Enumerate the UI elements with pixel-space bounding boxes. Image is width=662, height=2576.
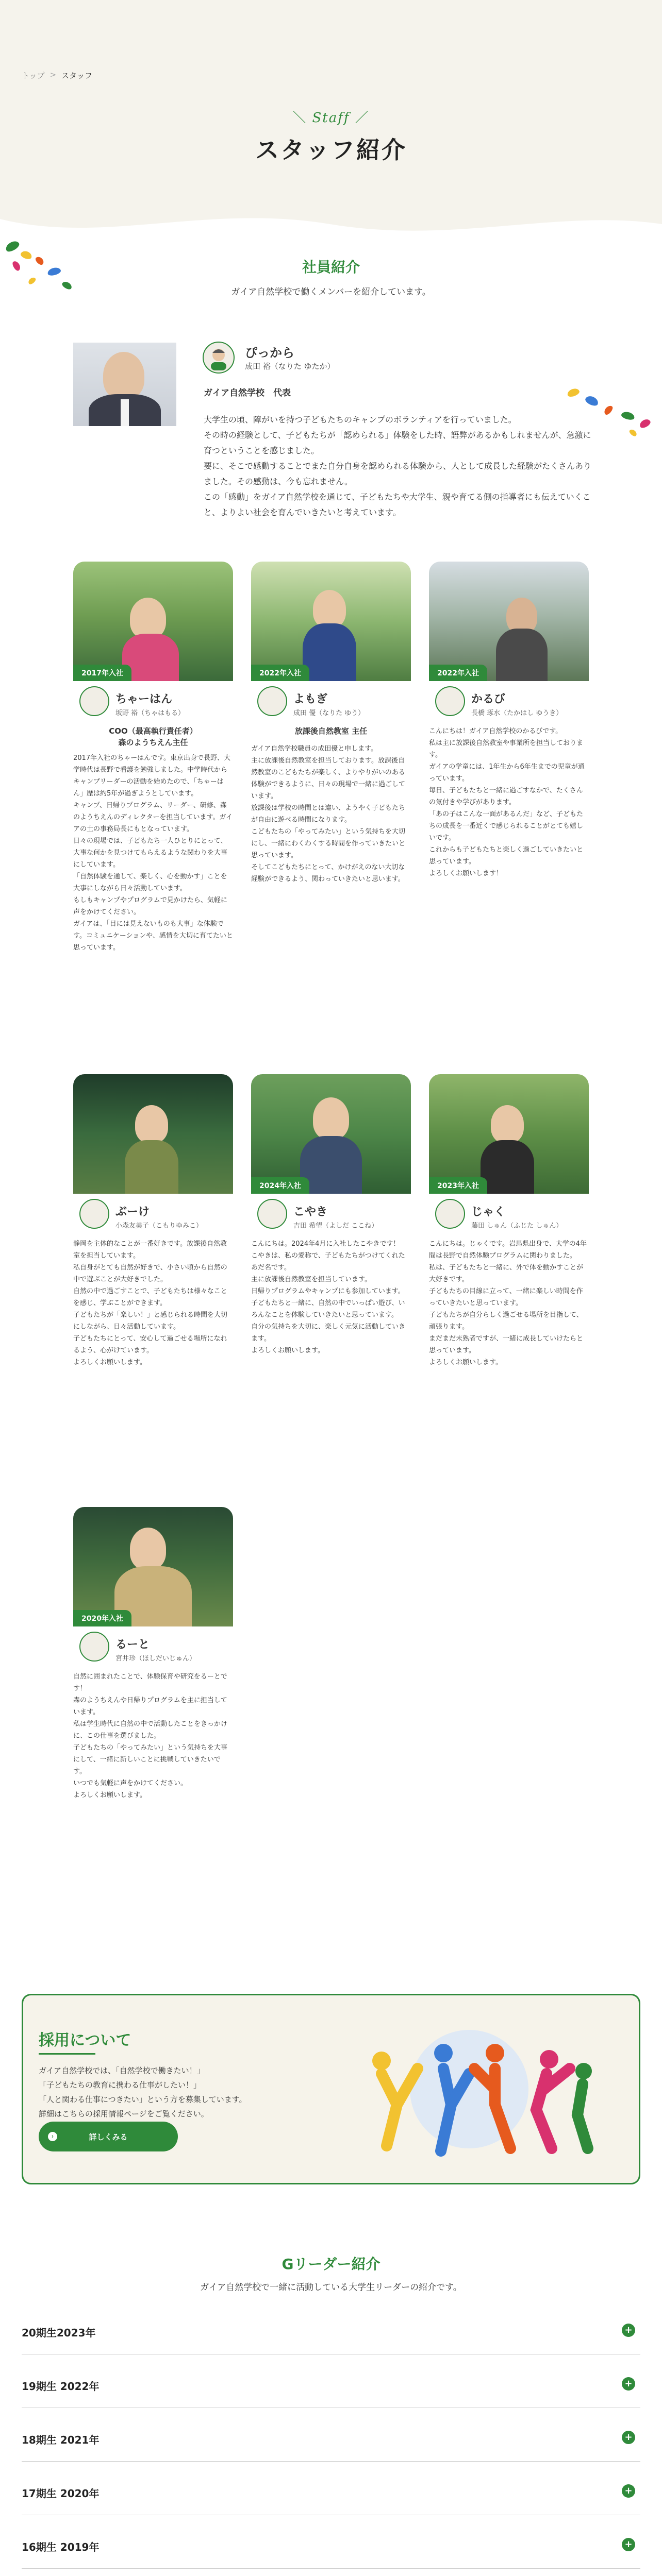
gleader-subtitle: ガイア自然学校で一緒に活動している大学生リーダーの紹介です。 xyxy=(200,2282,462,2293)
staff-year-badge: 2022年入社 xyxy=(429,665,487,681)
plus-icon[interactable]: + xyxy=(622,2324,635,2337)
gleader-accordion-item[interactable] xyxy=(22,2361,640,2408)
staff-name: 成田 優（なりた ゆう） xyxy=(293,709,365,717)
gleader-accordion-item[interactable] xyxy=(22,2468,640,2515)
ceo-role: ガイア自然学校 代表 xyxy=(204,388,291,398)
recruit-underline xyxy=(39,2053,95,2055)
accordion-label: 17期生 2020年 xyxy=(22,2487,100,2500)
breadcrumb-separator: > xyxy=(49,70,57,79)
hero-wave xyxy=(0,204,662,250)
staff-body: 2017年入社のちゃーはんです。東京出身で長野、大学時代は長野で看護を勉強しました。中学時代からキャンプリーダーの活動を始めたので、「ちゃーはん」歴は約5年が過ぎようとしています。 キャンプ、日帰りプログラム、リーダー、研修、森のようちえんのディレクターを担当しています。ガイアの土の事務局長にもとなっています。 日々の現場では、子どもたち一人ひとりにとって、大事な何かを見つけてもらえるような関わりを大事にしています。 「自然体験を通して、楽しく、心を動かす」ことを大事にしながら日々活動しています。 もしもキャンプやプログラムで見かけたら、気軽に声をかけてください。 ガイアは、「目には見えないものも大事」な体験です。コミュニケーションや、感情を大切に育てたいと思っています。 xyxy=(73,754,233,952)
staff-photo xyxy=(73,1507,233,1626)
staff-avatar xyxy=(257,1199,287,1229)
staff-year-badge: 2022年入社 xyxy=(251,665,309,681)
staff-name: 小森友美子（こもりゆみこ） xyxy=(115,1222,203,1230)
gleader-accordion-item[interactable] xyxy=(22,2414,640,2462)
breadcrumb-current: スタッフ xyxy=(61,71,93,80)
staff-role: 放課後自然教室 主任 xyxy=(294,726,368,736)
staff-nickname: こやき xyxy=(293,1206,328,1218)
staff-card xyxy=(73,562,233,952)
staff-year-badge: 2017年入社 xyxy=(73,665,131,681)
ceo-avatar xyxy=(203,342,235,374)
staff-body: ガイア自然学校職員の成田優と申します。 主に放課後自然教室を担当しております。放課後自然教室のこどもたちが楽しく、よりやりがいのある体験ができるように、日々の現場で一緒に過ごしています。 放課後は学校の時間とは違い、ようやく子どもたちが自由に遊べる時間になります。 こどもたちの「やってみたい」という気持ちを大切にし、一緒にわくわくする時間を作っていきたいと思っています。 そしてこどもたちにとって、かけがえのない大切な経験ができるよう、関わっていきたいと思います。 xyxy=(251,745,406,883)
staff-card xyxy=(251,1074,411,1354)
staff-photo xyxy=(251,1074,411,1194)
staff-photo xyxy=(429,562,589,681)
breadcrumb xyxy=(22,70,92,81)
ceo-nickname: ぴっから xyxy=(245,346,294,360)
arrow-right-icon: › xyxy=(48,2132,57,2141)
gleader-accordion-item[interactable] xyxy=(22,2307,640,2354)
staff-card xyxy=(429,562,589,877)
staff-nickname: るーと xyxy=(115,1638,150,1651)
staff-avatar xyxy=(435,1199,465,1229)
ceo-photo xyxy=(73,343,176,426)
staff-name: 長橋 琢水（たかはし ゆうき） xyxy=(471,709,563,717)
staff-card xyxy=(251,562,411,883)
staff-role: COO（最高執行責任者） 森のようちえん主任 xyxy=(109,726,197,747)
staff-body: こんにちは。じゃくです。岩馬県出身で、大学の4年間は長野で自然体験プログラムに関わりました。 私は、子どもたちと一緒に、外で体を動かすことが大好きです。 子どもたちの目線に立って、一緒に楽しい時間を作っていきたいと思っています。 子どもたちが自分らしく過ごせる場所を目指して、頑張ります。 まだまだ未熟者ですが、一緒に成長していけたらと思っています。 よろしくお願いします。 xyxy=(429,1240,587,1366)
staff-avatar xyxy=(79,1632,109,1662)
staff-year-badge: 2024年入社 xyxy=(251,1177,309,1194)
recruit-more-button[interactable] xyxy=(39,2122,178,2151)
staff-photo xyxy=(429,1074,589,1194)
accordion-label: 16期生 2019年 xyxy=(22,2541,100,2553)
staff-body: こんにちは！ガイア自然学校のかるびです。 私は主に放課後自然教室や事業所を担当しております。 ガイアの学童には、1年生から6年生までの児童が通っています。 毎日、子どもたちと一緒に過ごすなかで、たくさんの気付きや学びがあります。 「あの子はこんな一面があるんだ」など、子どもたちの成長を一番近くで感じられることがとても嬉しいです。 これからも子どもたちと楽しく過ごしていきたいと思っています。 よろしくお願いします！ xyxy=(429,727,585,877)
plus-icon[interactable]: + xyxy=(622,2431,635,2444)
recruit-more-label: 詳しくみる xyxy=(89,2132,128,2142)
staff-name: 吉田 希望（よしだ ここね） xyxy=(293,1222,378,1230)
staff-nickname: ちゃーはん xyxy=(115,693,173,706)
confetti-decoration xyxy=(621,411,636,421)
people-illustration xyxy=(340,2012,608,2166)
gleader-title: Gリーダー紹介 xyxy=(282,2256,380,2273)
page-title: スタッフ紹介 xyxy=(255,136,407,164)
staff-body: 静岡を主体的なことが一番好きです。放課後自然教室を担当しています。 私自身がとても自然が好きで、小さい頃から自然の中で遊ぶことが大好きでした。 自然の中で過ごすことで、子どもたちは様々なことを感じ、学ぶことができます。 子どもたちが「楽しい！」と感じられる時間を大切にしながら、日々活動しています。 子どもたちにとって、安心して過ごせる場所になれるよう、心がけています。 よろしくお願いします。 xyxy=(73,1240,228,1366)
staff-photo xyxy=(251,562,411,681)
gleader-accordion-item[interactable] xyxy=(22,2521,640,2569)
staff-card xyxy=(429,1074,589,1366)
ceo-body: 大学生の頃、障がいを持つ子どもたちのキャンプのボランティアを行っていました。 その時の経験として、子どもたちが「認められる」体験をした時、語弊があるかもしれませんが、急激に育つということを感じました。 要に、そこで感動することでまた自分自身を認められる体験から、人として成長した経験がたくさんありました。その感動は、今も忘れません。 この「感動」をガイア自然学校を通じて、子どもたちや大学生、親や育てる側の指導者にも伝えていくこと、よりよい社会を育んでいきたいと考えています。 xyxy=(204,415,592,517)
plus-icon[interactable]: + xyxy=(622,2377,635,2391)
staff-year-badge: 2020年入社 xyxy=(73,1610,131,1626)
employees-title: 社員紹介 xyxy=(302,259,360,276)
confetti-decoration xyxy=(638,417,652,429)
confetti-decoration xyxy=(628,428,638,437)
staff-avatar xyxy=(79,1199,109,1229)
accordion-label: 20期生2023年 xyxy=(22,2327,96,2339)
staff-name: 藤田 しゅん（ふじた しゅん） xyxy=(471,1222,563,1230)
staff-card xyxy=(73,1507,233,1799)
staff-name: 宮井珍（ほしだいじゅん） xyxy=(115,1655,196,1663)
staff-body: 自然に囲まれたことで、体験保育や研究をるーとです！ 森のようちえんや日帰りプログラムを主に担当しています。 私は学生時代に自然の中で活動したことをきっかけに、この仕事を選びました。 子どもたちの「やってみたい」という気持ちを大事にして、一緒に新しいことに挑戦していきたいです。 いつでも気軽に声をかけてください。 よろしくお願いします。 xyxy=(73,1673,228,1799)
staff-photo xyxy=(73,562,233,681)
staff-photo xyxy=(73,1074,233,1194)
staff-avatar xyxy=(435,686,465,716)
breadcrumb-home[interactable]: トップ xyxy=(22,71,45,80)
confetti-decoration xyxy=(603,404,614,416)
hero-en-title: ＼ Staff ／ xyxy=(292,110,370,126)
staff-nickname: かるび xyxy=(471,693,506,706)
plus-icon[interactable]: + xyxy=(622,2484,635,2498)
accordion-label: 19期生 2022年 xyxy=(22,2380,100,2393)
recruit-title: 採用について xyxy=(39,2031,131,2049)
staff-card xyxy=(73,1074,233,1366)
staff-year-badge: 2023年入社 xyxy=(429,1177,487,1194)
staff-body: こんにちは。2024年4月に入社したこやきです！ こやきは、私の愛称で、子どもたちがつけてくれたあだ名です。 主に放課後自然教室を担当しています。 日帰りプログラムやキャンプにも参加しています。 子どもたちと一緒に、自然の中でいっぱい遊び、いろんなことを体験していきたいと思っています。 自分の気持ちを大切に、楽しく元気に活動していきます。 よろしくお願いします。 xyxy=(251,1240,406,1354)
staff-avatar xyxy=(257,686,287,716)
employees-subtitle: ガイア自然学校で働くメンバーを紹介しています。 xyxy=(231,287,431,297)
accordion-label: 18期生 2021年 xyxy=(22,2434,100,2446)
staff-nickname: よもぎ xyxy=(293,693,328,706)
confetti-decoration xyxy=(584,394,600,407)
staff-nickname: ぶーけ xyxy=(115,1206,150,1218)
staff-nickname: じゃく xyxy=(471,1206,506,1218)
ceo-name: 成田 裕（なりた ゆたか） xyxy=(245,362,335,371)
plus-icon[interactable]: + xyxy=(622,2538,635,2551)
staff-avatar xyxy=(79,686,109,716)
staff-name: 坂野 裕（ちゃはもる） xyxy=(115,709,185,717)
confetti-decoration xyxy=(566,387,580,398)
recruit-text: ガイア自然学校では、「自然学校で働きたい！」 「子どもたちの教育に携わる仕事がしたい！」 「人と関わる仕事につきたい」という方を募集しています。 詳細はこちらの採用情報ページをご覧ください。 xyxy=(39,2066,247,2119)
